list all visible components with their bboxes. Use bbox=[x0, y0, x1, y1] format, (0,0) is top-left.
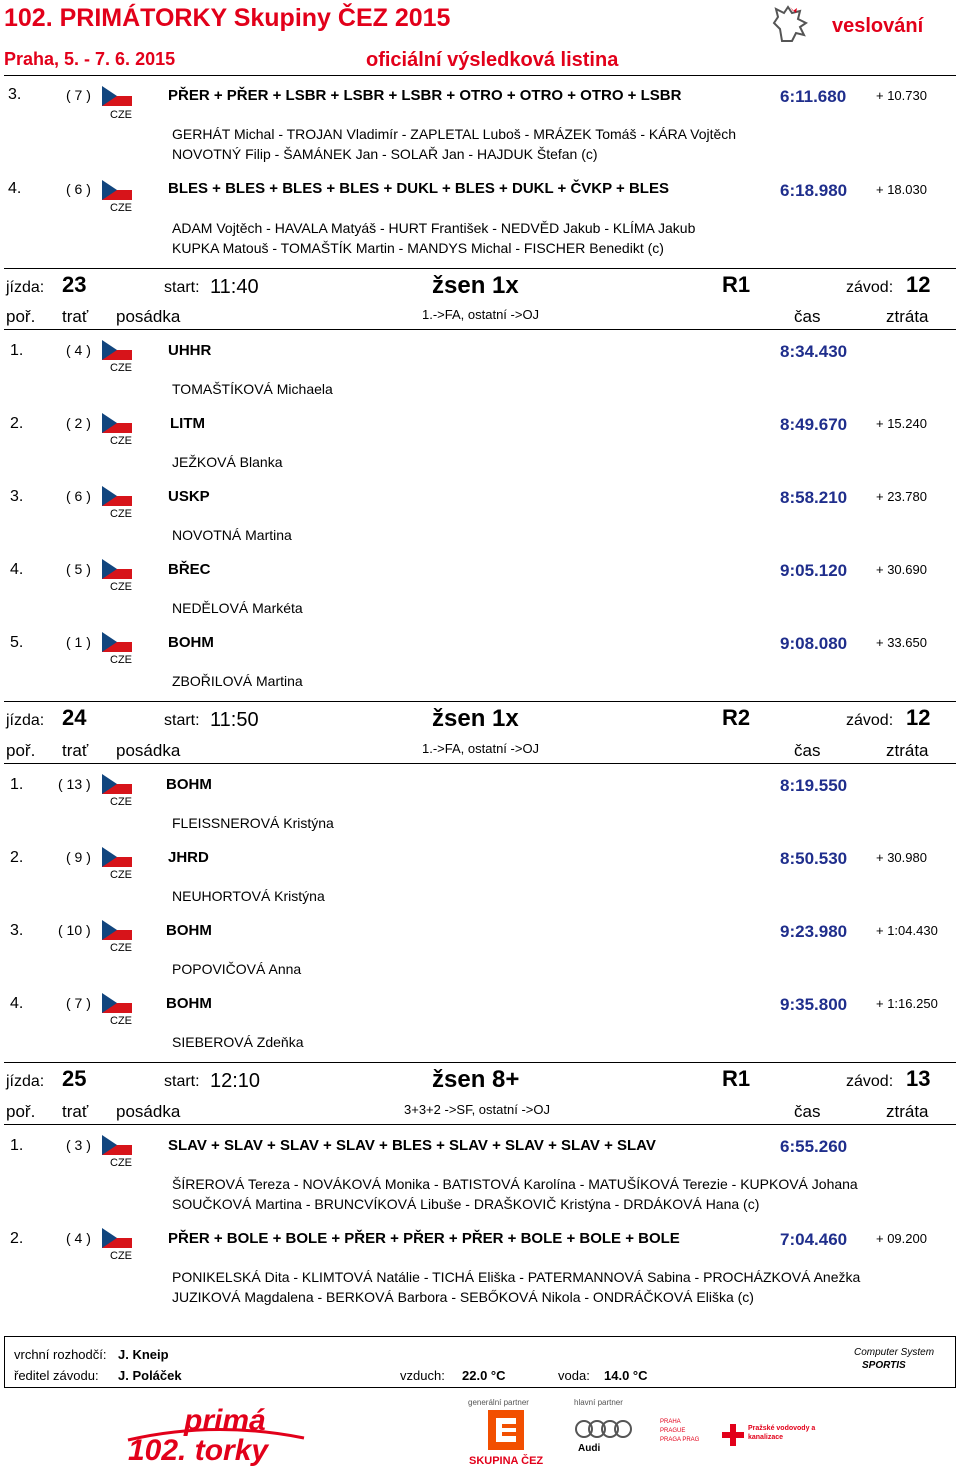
rower-name: ZBOŘILOVÁ Martina bbox=[172, 673, 303, 689]
rower-name: NOVOTNÁ Martina bbox=[172, 527, 292, 543]
water-temperature: 14.0 °C bbox=[604, 1368, 648, 1383]
sport-label: veslování bbox=[832, 15, 924, 37]
audi-label: Audi bbox=[578, 1443, 601, 1454]
rower-name: NEDĚLOVÁ Markéta bbox=[172, 600, 303, 616]
rower-name: TOMAŠTÍKOVÁ Michaela bbox=[172, 381, 333, 397]
result-gap: + 10.730 bbox=[876, 88, 927, 103]
rower-name: NEUHORTOVÁ Kristýna bbox=[172, 888, 325, 904]
race-number: 13 bbox=[906, 1066, 931, 1091]
czech-flag-icon bbox=[102, 1135, 132, 1155]
club: BOHM bbox=[166, 776, 212, 793]
czech-flag-icon bbox=[102, 413, 132, 433]
column-divider bbox=[4, 763, 956, 764]
result-time: 9:05.120 bbox=[780, 561, 848, 580]
czech-lion-emblem-icon bbox=[770, 3, 814, 45]
result-time: 9:35.800 bbox=[780, 995, 848, 1014]
primatorky-logo bbox=[124, 1400, 314, 1468]
heat-event: žsen 1x bbox=[432, 272, 519, 299]
air-temperature: 22.0 °C bbox=[462, 1368, 506, 1383]
crew-names: SOUČKOVÁ Martina - BRUNCVÍKOVÁ Libuše - DRAŠKOVIČ Kristýna - DRDÁKOVÁ Hana (c) bbox=[172, 1196, 760, 1212]
crew-names: PONIKELSKÁ Dita - KLIMTOVÁ Natálie - TICHÁ Eliška - PATERMANNOVÁ Sabina - PROCHÁZKOVÁ Anežka bbox=[172, 1269, 861, 1285]
header-divider bbox=[4, 75, 956, 76]
cez-label: SKUPINA ČEZ bbox=[469, 1455, 544, 1467]
club: JHRD bbox=[168, 849, 209, 866]
chief-referee: J. Kneip bbox=[118, 1347, 169, 1362]
crew-names: JUZIKOVÁ Magdalena - BERKOVÁ Barbora - SEBŐKOVÁ Nikola - ONDRÁČKOVÁ Eliška (c) bbox=[172, 1289, 754, 1305]
czech-flag-icon bbox=[102, 920, 132, 940]
heat-number: 25 bbox=[62, 1066, 87, 1091]
czech-flag-icon bbox=[102, 847, 132, 867]
result-gap: + 23.780 bbox=[876, 489, 927, 504]
club: USKP bbox=[168, 488, 210, 505]
cez-logo-icon bbox=[488, 1410, 524, 1450]
club: LITM bbox=[170, 415, 205, 432]
result-gap: + 33.650 bbox=[876, 635, 927, 650]
progression-rule: 3+3+2 ->SF, ostatní ->OJ bbox=[404, 1102, 550, 1117]
column-divider bbox=[4, 329, 956, 330]
result-time: 8:19.550 bbox=[780, 776, 848, 795]
result-time: 9:23.980 bbox=[780, 922, 848, 941]
club: UHHR bbox=[168, 342, 212, 359]
crew-names: ŠÍREROVÁ Tereza - NOVÁKOVÁ Monika - BATISTOVÁ Karolína - MATUŠÍKOVÁ Terezie - KUPKOVÁ Johana bbox=[172, 1176, 858, 1192]
result-time: 7:04.460 bbox=[780, 1230, 848, 1249]
heat-divider bbox=[4, 701, 956, 702]
crew-clubs: PŘER + BOLE + BOLE + PŘER + PŘER + PŘER + BOLE + BOLE + BOLE bbox=[168, 1230, 680, 1247]
rower-name: SIEBEROVÁ Zdeňka bbox=[172, 1034, 304, 1050]
result-time: 9:08.080 bbox=[780, 634, 848, 653]
result-time: 8:50.530 bbox=[780, 849, 848, 868]
czech-flag-icon bbox=[102, 340, 132, 360]
club: BŘEC bbox=[168, 561, 211, 578]
heat-divider bbox=[4, 1062, 956, 1063]
column-divider bbox=[4, 1124, 956, 1125]
result-gap: + 1:04.430 bbox=[876, 923, 938, 938]
rower-name: JEŽKOVÁ Blanka bbox=[172, 454, 283, 470]
club: BOHM bbox=[166, 922, 212, 939]
heat-start-time: 11:50 bbox=[210, 709, 259, 731]
heat-round: R1 bbox=[722, 1066, 751, 1091]
heat-start-time: 11:40 bbox=[210, 276, 259, 298]
club: BOHM bbox=[166, 995, 212, 1012]
pvk-logo-icon bbox=[722, 1424, 744, 1446]
crew-names: NOVOTNÝ Filip - ŠAMÁNEK Jan - SOLAŘ Jan - HAJDUK Štefan (c) bbox=[172, 146, 598, 162]
czech-flag-icon bbox=[102, 993, 132, 1013]
crew-clubs: BLES + BLES + BLES + BLES + DUKL + BLES + DUKL + ČVKP + BLES bbox=[168, 180, 669, 197]
czech-flag-icon bbox=[102, 180, 132, 200]
czech-flag-icon bbox=[102, 632, 132, 652]
crew-clubs: PŘER + PŘER + LSBR + LSBR + LSBR + OTRO + OTRO + OTRO + LSBR bbox=[168, 87, 682, 104]
svg-text:primá: primá bbox=[184, 1404, 266, 1437]
czech-flag-icon bbox=[102, 86, 132, 106]
result-gap: + 18.030 bbox=[876, 182, 927, 197]
czech-flag-icon bbox=[102, 1228, 132, 1248]
club: BOHM bbox=[168, 634, 214, 651]
heat-round: R1 bbox=[722, 272, 751, 297]
heat-event: žsen 1x bbox=[432, 705, 519, 732]
race-number: 12 bbox=[906, 272, 931, 297]
czech-flag-icon bbox=[102, 774, 132, 794]
crew-names: GERHÁT Michal - TROJAN Vladimír - ZAPLETAL Luboš - MRÁZEK Tomáš - KÁRA Vojtěch bbox=[172, 126, 737, 142]
pvk-label: Pražské vodovody a kanalizace bbox=[748, 1425, 816, 1441]
svg-text:102. torky: 102. torky bbox=[128, 1434, 269, 1467]
race-director: J. Poláček bbox=[118, 1368, 182, 1383]
crew-names: KUPKA Matouš - TOMAŠTÍK Martin - MANDYS Michal - FISCHER Benedikt (c) bbox=[172, 240, 664, 256]
praha-logo: PRAHA PRAGUE PRAGA PRAG bbox=[660, 1419, 700, 1443]
rower-name: POPOVIČOVÁ Anna bbox=[172, 961, 302, 977]
crew-names: ADAM Vojtěch - HAVALA Matyáš - HURT František - NEDVĚD Jakub - KLÍMA Jakub bbox=[172, 220, 696, 236]
heat-round: R2 bbox=[722, 705, 751, 730]
result-time: 6:55.260 bbox=[780, 1137, 848, 1156]
result-time: 8:49.670 bbox=[780, 415, 848, 434]
result-gap: + 30.690 bbox=[876, 562, 927, 577]
heat-start-time: 12:10 bbox=[210, 1070, 261, 1092]
results-subtitle: oficiální výsledková listina bbox=[366, 49, 619, 71]
place-date: Praha, 5. - 7. 6. 2015 bbox=[4, 49, 176, 69]
page-title: 102. PRIMÁTORKY Skupiny ČEZ 2015 bbox=[4, 4, 451, 32]
crew-clubs: SLAV + SLAV + SLAV + SLAV + BLES + SLAV + SLAV + SLAV + SLAV bbox=[168, 1137, 656, 1154]
heat-divider bbox=[4, 268, 956, 269]
result-time: 8:34.430 bbox=[780, 342, 848, 361]
rower-name: FLEISSNEROVÁ Kristýna bbox=[172, 815, 334, 831]
progression-rule: 1.->FA, ostatní ->OJ bbox=[422, 307, 540, 322]
heat-number: 23 bbox=[62, 272, 87, 297]
result-time: 6:11.680 bbox=[780, 87, 847, 106]
heat-event: žsen 8+ bbox=[432, 1066, 520, 1093]
czech-flag-icon bbox=[102, 559, 132, 579]
result-gap: + 1:16.250 bbox=[876, 996, 938, 1011]
czech-flag-icon bbox=[102, 486, 132, 506]
result-time: 8:58.210 bbox=[780, 488, 848, 507]
progression-rule: 1.->FA, ostatní ->OJ bbox=[422, 741, 540, 756]
audi-rings-icon bbox=[574, 1418, 634, 1440]
result-time: 6:18.980 bbox=[780, 181, 848, 200]
result-gap: + 30.980 bbox=[876, 850, 927, 865]
sportis-logo: SPORTIS bbox=[862, 1360, 906, 1371]
result-gap: + 15.240 bbox=[876, 416, 927, 431]
race-number: 12 bbox=[906, 705, 931, 730]
heat-number: 24 bbox=[62, 705, 87, 730]
result-gap: + 09.200 bbox=[876, 1231, 927, 1246]
